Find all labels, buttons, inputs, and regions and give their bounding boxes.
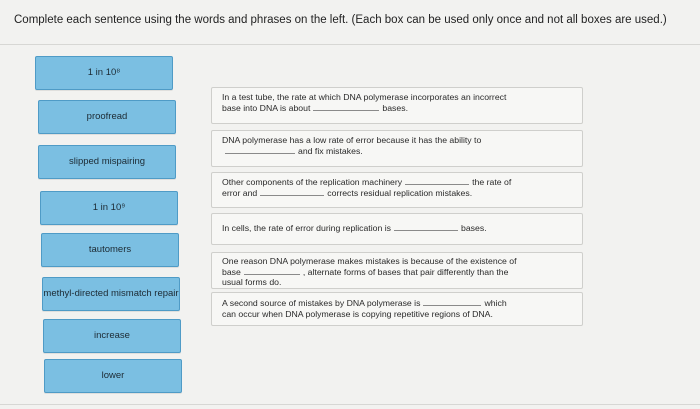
word-chip[interactable]: [38, 145, 176, 179]
sentence-text: and fix mistakes.: [298, 145, 363, 156]
sentence-box: [211, 130, 583, 167]
sentence-text: A second source of mistakes by DNA polymerase is: [222, 298, 421, 308]
sentence-text: DNA polymerase has a low rate of error because it has the ability to: [222, 135, 482, 145]
sentence-text: base into DNA is about: [222, 102, 311, 113]
sentence-text: Other components of the replication machinery: [222, 177, 403, 187]
chip-label: proofread: [86, 111, 128, 122]
word-chip[interactable]: [38, 100, 176, 134]
word-chip[interactable]: [42, 277, 180, 311]
chip-label: 1 in 10⁸: [87, 67, 121, 78]
word-chip[interactable]: [35, 56, 173, 90]
divider: [0, 44, 700, 45]
sentence-text: usual forms do.: [222, 277, 282, 287]
sentence-text: In cells, the rate of error during replication is: [222, 223, 392, 233]
word-chip[interactable]: [41, 233, 179, 267]
chip-label: tautomers: [88, 244, 132, 255]
chip-label: 1 in 10⁹: [92, 202, 126, 213]
chip-label: methyl-directed mismatch repair: [43, 288, 179, 299]
answer-blank[interactable]: [260, 188, 324, 196]
sentence-text: the rate of: [472, 177, 512, 187]
answer-blank[interactable]: [225, 146, 295, 154]
answer-blank[interactable]: [405, 177, 469, 185]
answer-blank[interactable]: [244, 267, 300, 275]
divider: [0, 404, 700, 405]
sentence-text: , alternate forms of bases that pair differently than the: [302, 266, 509, 277]
sentence-text: In a test tube, the rate at which DNA polymerase incorporates an incorrect: [222, 92, 507, 102]
sentence-text: base: [222, 266, 241, 277]
instructions-text: Complete each sentence using the words and phrases on the left. (Each box can be used only once and not all boxes are used.): [14, 14, 667, 26]
chip-label: lower: [101, 370, 125, 381]
word-chip[interactable]: [40, 191, 178, 225]
sentence-text: One reason DNA polymerase makes mistakes is because of the existence of: [222, 256, 517, 266]
word-chip[interactable]: [43, 319, 181, 353]
sentence-text: which: [484, 298, 507, 308]
answer-blank[interactable]: [394, 223, 458, 231]
sentence-text: bases.: [461, 223, 487, 233]
sentence-text: bases.: [382, 102, 408, 113]
sentence-box: [211, 292, 583, 326]
chip-label: increase: [94, 330, 130, 341]
sentence-box: [211, 87, 583, 124]
sentence-text: corrects residual replication mistakes.: [327, 187, 473, 198]
sentence-text: error and: [222, 187, 258, 198]
sentence-text: can occur when DNA polymerase is copying repetitive regions of DNA.: [222, 308, 493, 319]
sentence-box: [211, 213, 583, 245]
answer-blank[interactable]: [313, 103, 379, 111]
word-chip[interactable]: [44, 359, 182, 393]
sentence-box: [211, 172, 583, 208]
chip-label: slipped mispairing: [68, 156, 146, 167]
sentence-box: [211, 252, 583, 289]
answer-blank[interactable]: [423, 298, 481, 306]
